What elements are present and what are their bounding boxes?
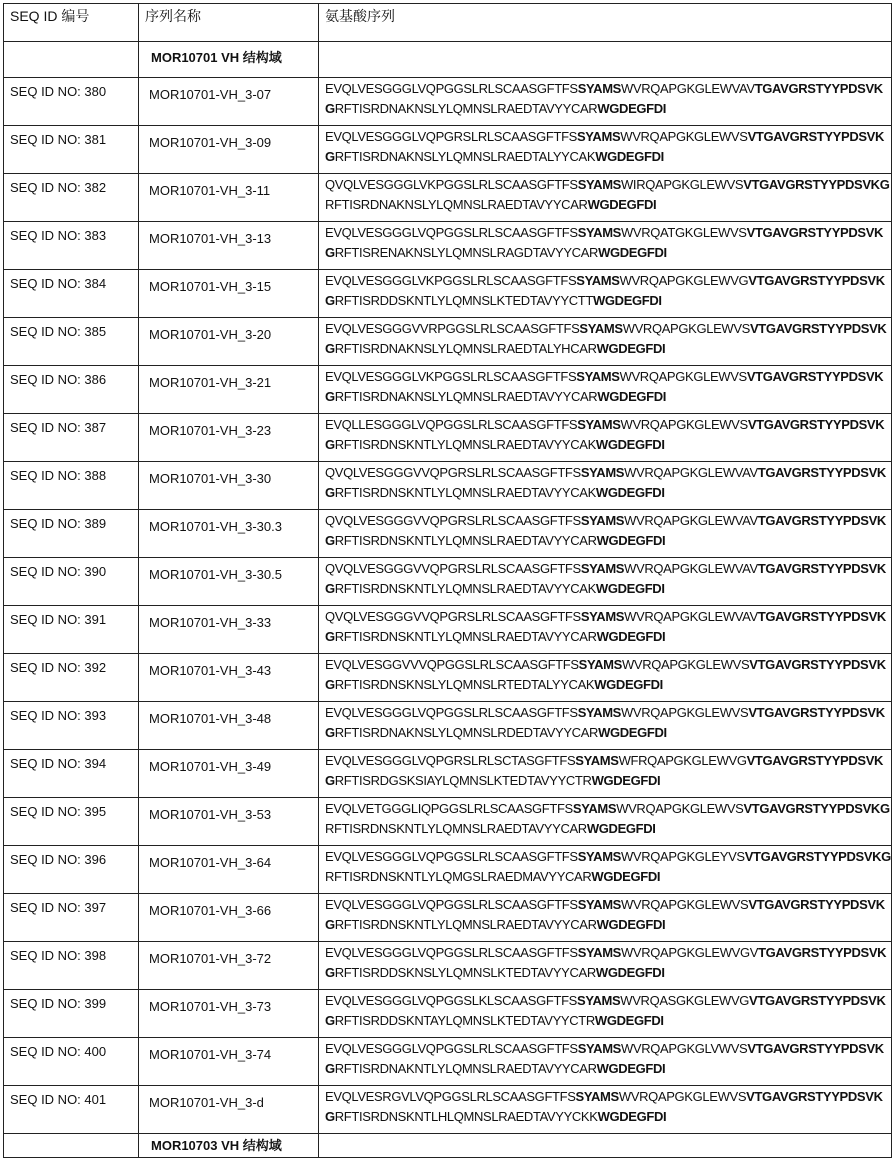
framework-segment: EVQLVESGGGLVQPGGSLRLSCAASGFTFS <box>325 225 578 240</box>
table-row <box>4 942 892 990</box>
cdr-segment: VTGAVGRSTYYPDSVKG <box>325 273 885 308</box>
cdr-segment: SYAMS <box>578 705 621 720</box>
seq-id-cell: SEQ ID NO: 401 <box>4 1086 139 1134</box>
cdr-segment: TGAVGRSTYYPDSVKG <box>325 81 883 116</box>
amino-acid-sequence-cell <box>319 846 892 894</box>
framework-segment: WVRQAPGKGLEWVS <box>621 897 748 912</box>
cdr-segment: WGDEGFDI <box>598 1109 667 1124</box>
amino-acid-sequence-cell <box>319 318 892 366</box>
framework-segment: WVRQAPGKGLEWVS <box>623 321 750 336</box>
cdr-segment: VTGAVGRSTYYPDSVKG <box>325 1041 884 1076</box>
seq-id-cell: SEQ ID NO: 381 <box>4 126 139 174</box>
amino-acid-sequence-cell <box>319 270 892 318</box>
empty-cell <box>319 1134 892 1158</box>
framework-segment: EVQLVESGGGLVQPGGSLRLSCAASGFTFS <box>325 1041 578 1056</box>
framework-segment: WVRQAPGKGLEWVS <box>620 129 747 144</box>
sequence-name-cell: MOR10701-VH_3-21 <box>139 366 319 414</box>
amino-acid-sequence-cell <box>319 1038 892 1086</box>
section-row <box>4 1134 892 1158</box>
framework-segment: EVQLVESGGGLVQPGGSLRLSCAASGFTFS <box>325 705 578 720</box>
cdr-segment: WGDEGFDI <box>598 245 667 260</box>
amino-acid-sequence-cell <box>319 654 892 702</box>
seq-id-cell: SEQ ID NO: 388 <box>4 462 139 510</box>
cdr-segment: SYAMS <box>579 657 622 672</box>
framework-segment: QVQLVESGGGVVQPGRSLRLSCAASGFTFS <box>325 513 581 528</box>
cdr-segment: SYAMS <box>578 849 621 864</box>
amino-acid-sequence-cell <box>319 174 892 222</box>
cdr-segment: SYAMS <box>579 321 622 336</box>
framework-segment: EVQLVESGGGLVQPGGSLRLSCAASGFTFS <box>325 81 578 96</box>
cdr-segment: SYAMS <box>573 801 616 816</box>
framework-segment: WVRQAPGKGLEWVGV <box>621 945 758 960</box>
cdr-segment: WGDEGFDI <box>592 773 661 788</box>
amino-acid-sequence-cell <box>319 78 892 126</box>
cdr-segment: SYAMS <box>576 1089 619 1104</box>
cdr-segment: WGDEGFDI <box>593 293 662 308</box>
seq-id-cell: SEQ ID NO: 400 <box>4 1038 139 1086</box>
cdr-segment: VTGAVGRSTYYPDSVKG <box>743 177 889 192</box>
framework-segment: QVQLVESGGGVVQPGRSLRLSCAASGFTFS <box>325 465 581 480</box>
framework-segment: RFTISRDNAKNTLYLQMNSLRAEDTAVYYCAR <box>335 1061 597 1076</box>
sequence-name-cell: MOR10701-VH_3-20 <box>139 318 319 366</box>
table-row <box>4 1086 892 1134</box>
framework-segment: WVRQATGKGLEWVS <box>621 225 747 240</box>
framework-segment: WVRQAPGKGLEYVS <box>621 849 745 864</box>
amino-acid-sequence-cell <box>319 702 892 750</box>
sequence-name-cell: MOR10701-VH_3-53 <box>139 798 319 846</box>
cdr-segment: SYAMS <box>581 513 624 528</box>
sequence-name-cell: MOR10701-VH_3-15 <box>139 270 319 318</box>
framework-segment: RFTISRDNSKNTLHLQMNSLRAEDTAVYYCKK <box>335 1109 598 1124</box>
sequence-name-cell: MOR10701-VH_3-30.3 <box>139 510 319 558</box>
framework-segment: EVQLVESGGGLVQPGRSLRLSCTASGFTFS <box>325 753 575 768</box>
seq-id-cell: SEQ ID NO: 385 <box>4 318 139 366</box>
table-row <box>4 510 892 558</box>
table-row <box>4 606 892 654</box>
table-row <box>4 750 892 798</box>
table-row <box>4 270 892 318</box>
framework-segment: QVQLVESGGGLVKPGGSLRLSCAASGFTFS <box>325 177 578 192</box>
cdr-segment: SYAMS <box>578 897 621 912</box>
seq-id-cell: SEQ ID NO: 398 <box>4 942 139 990</box>
cdr-segment: WGDEGFDI <box>597 917 666 932</box>
sequence-name-cell: MOR10701-VH_3-13 <box>139 222 319 270</box>
sequence-name-cell: MOR10701-VH_3-49 <box>139 750 319 798</box>
cdr-segment: SYAMS <box>581 465 624 480</box>
cdr-segment: SYAMS <box>578 225 621 240</box>
cdr-segment: WGDEGFDI <box>595 1013 664 1028</box>
cdr-segment: VTGAVGRSTYYPDSVKG <box>325 321 886 356</box>
framework-segment: RFTISRDDSKNTLYLQMNSLKTEDTAVYYCTT <box>335 293 593 308</box>
framework-segment: EVQLVETGGGLIQPGGSLRLSCAASGFTFS <box>325 801 573 816</box>
seq-id-cell: SEQ ID NO: 396 <box>4 846 139 894</box>
framework-segment: RFTISRDNAKNSLYLQMNSLRAEDTALYHCAR <box>335 341 597 356</box>
empty-cell <box>4 1134 139 1158</box>
cdr-segment: VTGAVGRSTYYPDSVKG <box>325 705 885 740</box>
sequence-name-cell: MOR10701-VH_3-30 <box>139 462 319 510</box>
framework-segment: WVRQAPGKGLEWVG <box>620 273 749 288</box>
table-row <box>4 1038 892 1086</box>
cdr-segment: SYAMS <box>577 993 620 1008</box>
header-seq-id: SEQ ID 编号 <box>4 4 139 42</box>
framework-segment: EVQLVESGGGLVQPGGSLRLSCAASGFTFS <box>325 945 578 960</box>
table-row <box>4 126 892 174</box>
framework-segment: EVQLVESRGVLVQPGGSLRLSCAASGFTFS <box>325 1089 576 1104</box>
sequence-name-cell: MOR10701-VH_3-48 <box>139 702 319 750</box>
sequence-name-cell: MOR10701-VH_3-66 <box>139 894 319 942</box>
cdr-segment: VTGAVGRSTYYPDSVKG <box>743 801 889 816</box>
seq-id-cell: SEQ ID NO: 380 <box>4 78 139 126</box>
header-sequence-name: 序列名称 <box>139 4 319 42</box>
seq-id-cell: SEQ ID NO: 392 <box>4 654 139 702</box>
seq-id-cell: SEQ ID NO: 386 <box>4 366 139 414</box>
cdr-segment: VTGAVGRSTYYPDSVKG <box>325 753 883 788</box>
seq-id-cell: SEQ ID NO: 391 <box>4 606 139 654</box>
framework-segment: RFTISRDDSKNSLYLQMNSLKTEDTAVYYCAR <box>335 965 596 980</box>
empty-cell <box>319 42 892 78</box>
seq-id-cell: SEQ ID NO: 387 <box>4 414 139 462</box>
table-row <box>4 846 892 894</box>
framework-segment: WVRQAPGKGLEWVS <box>616 801 743 816</box>
cdr-segment: TGAVGRSTYYPDSVKG <box>325 513 886 548</box>
cdr-segment: SYAMS <box>576 273 619 288</box>
framework-segment: RFTISRDNAKNSLYLQMNSLRAEDTALYYCAK <box>335 149 595 164</box>
framework-segment: RFTISRDGSKSIAYLQMNSLKTEDTAVYYCTR <box>335 773 592 788</box>
seq-id-cell: SEQ ID NO: 399 <box>4 990 139 1038</box>
cdr-segment: TGAVGRSTYYPDSVKG <box>325 609 886 644</box>
amino-acid-sequence-cell <box>319 366 892 414</box>
amino-acid-sequence-cell <box>319 126 892 174</box>
amino-acid-sequence-cell <box>319 558 892 606</box>
framework-segment: WVRQAPGKGLEWVAV <box>624 609 758 624</box>
framework-segment: RFTISRDNSKNTLYLQMNSLRAEDTAVYYCAR <box>325 821 587 836</box>
cdr-segment: WGDEGFDI <box>597 629 666 644</box>
framework-segment: EVQLVESGGGLVKPGGSLRLSCAASGFTFS <box>325 273 576 288</box>
sequence-name-cell: MOR10701-VH_3-43 <box>139 654 319 702</box>
framework-segment: RFTISRENAKNSLYLQMNSLRAGDTAVYYCAR <box>335 245 598 260</box>
cdr-segment: WGDEGFDI <box>596 485 665 500</box>
amino-acid-sequence-cell <box>319 1086 892 1134</box>
table-row <box>4 798 892 846</box>
table-row <box>4 366 892 414</box>
amino-acid-sequence-cell <box>319 798 892 846</box>
table-row <box>4 78 892 126</box>
framework-segment: WVRQAPGKGLEWVAV <box>624 513 758 528</box>
framework-segment: EVQLLESGGGLVQPGGSLRLSCAASGFTFS <box>325 417 577 432</box>
framework-segment: RFTISRDNAKNSLYLQMNSLRAEDTAVYYCAR <box>335 389 598 404</box>
cdr-segment: WGDEGFDI <box>597 533 666 548</box>
cdr-segment: VTGAVGRSTYYPDSVKG <box>325 369 883 404</box>
framework-segment: EVQLVESGGGVVRPGGSLRLSCAASGFTFS <box>325 321 579 336</box>
table-row <box>4 894 892 942</box>
amino-acid-sequence-cell <box>319 414 892 462</box>
framework-segment: RFTISRDNSKNTLYLQMNSLRAEDTAVYYCAR <box>335 533 597 548</box>
framework-segment: WVRQASGKGLEWVG <box>620 993 749 1008</box>
seq-id-cell: SEQ ID NO: 389 <box>4 510 139 558</box>
framework-segment: WVRQAPGKGLVWVS <box>621 1041 747 1056</box>
amino-acid-sequence-cell <box>319 510 892 558</box>
amino-acid-sequence-cell <box>319 750 892 798</box>
cdr-segment: SYAMS <box>578 945 621 960</box>
cdr-segment: TGAVGRSTYYPDSVKG <box>325 945 886 980</box>
cdr-segment: WGDEGFDI <box>587 821 656 836</box>
framework-segment: WVRQAPGKGLEWVAV <box>624 465 758 480</box>
framework-segment: WIRQAPGKGLEWVS <box>621 177 743 192</box>
framework-segment: EVQLVESGGGLVQPGRSLRLSCAASGFTFS <box>325 129 577 144</box>
amino-acid-sequence-cell <box>319 990 892 1038</box>
cdr-segment: SYAMS <box>581 609 624 624</box>
table-row <box>4 318 892 366</box>
sequence-name-cell: MOR10701-VH_3-74 <box>139 1038 319 1086</box>
sequence-name-cell: MOR10701-VH_3-30.5 <box>139 558 319 606</box>
cdr-segment: WGDEGFDI <box>597 341 666 356</box>
sequence-name-cell: MOR10701-VH_3-d <box>139 1086 319 1134</box>
framework-segment: EVQLVESGGGLVKPGGSLRLSCAASGFTFS <box>325 369 576 384</box>
framework-segment: WVRQAPGKGLEWVS <box>622 657 749 672</box>
sequence-name-cell: MOR10701-VH_3-73 <box>139 990 319 1038</box>
amino-acid-sequence-cell <box>319 222 892 270</box>
table-row <box>4 990 892 1038</box>
sequence-name-cell: MOR10701-VH_3-33 <box>139 606 319 654</box>
cdr-segment: VTGAVGRSTYYPDSVKG <box>325 657 886 692</box>
framework-segment: RFTISRDNSKNSLYLQMNSLRTEDTALYYCAK <box>335 677 594 692</box>
seq-id-cell: SEQ ID NO: 390 <box>4 558 139 606</box>
seq-id-cell: SEQ ID NO: 383 <box>4 222 139 270</box>
seq-id-cell: SEQ ID NO: 394 <box>4 750 139 798</box>
sequence-name-cell: MOR10701-VH_3-64 <box>139 846 319 894</box>
table-row <box>4 174 892 222</box>
cdr-segment: VTGAVGRSTYYPDSVKG <box>325 993 886 1028</box>
framework-segment: RFTISRDNSKNTLYLQMNSLRAEDTAVYYCAR <box>335 629 597 644</box>
cdr-segment: VTGAVGRSTYYPDSVKG <box>325 129 884 164</box>
cdr-segment: VTGAVGRSTYYPDSVKG <box>745 849 891 864</box>
framework-segment: WVRQAPGKGLEWVAV <box>624 561 758 576</box>
header-amino-acid-sequence: 氨基酸序列 <box>319 4 892 42</box>
cdr-segment: WGDEGFDI <box>597 101 666 116</box>
cdr-segment: VTGAVGRSTYYPDSVKG <box>325 417 884 452</box>
cdr-segment: WGDEGFDI <box>596 965 665 980</box>
sequence-table <box>3 3 892 1158</box>
cdr-segment: SYAMS <box>575 753 618 768</box>
framework-segment: QVQLVESGGGVVQPGRSLRLSCAASGFTFS <box>325 609 581 624</box>
cdr-segment: SYAMS <box>578 177 621 192</box>
cdr-segment: SYAMS <box>578 1041 621 1056</box>
cdr-segment: SYAMS <box>576 369 619 384</box>
cdr-segment: WGDEGFDI <box>595 149 664 164</box>
table-row <box>4 558 892 606</box>
section-title: MOR10703 VH 结构域 <box>139 1134 319 1158</box>
framework-segment: RFTISRDNSKNTLYLQMNSLRAEDTAVYYCAK <box>335 437 596 452</box>
framework-segment: EVQLVESGGGLVQPGGSLRLSCAASGFTFS <box>325 897 578 912</box>
section-title: MOR10701 VH 结构域 <box>139 42 319 78</box>
cdr-segment: VTGAVGRSTYYPDSVKG <box>325 1089 883 1124</box>
cdr-segment: WGDEGFDI <box>598 725 667 740</box>
table-row <box>4 414 892 462</box>
framework-segment: WFRQAPGKGLEWVG <box>619 753 747 768</box>
cdr-segment: WGDEGFDI <box>594 677 663 692</box>
cdr-segment: WGDEGFDI <box>591 869 660 884</box>
sequence-name-cell: MOR10701-VH_3-07 <box>139 78 319 126</box>
table-row <box>4 702 892 750</box>
framework-segment: EVQLVESGGVVVQPGGSLRLSCAASGFTFS <box>325 657 579 672</box>
framework-segment: RFTISRDNAKNSLYLQMNSLRAEDTAVYYCAR <box>325 197 588 212</box>
seq-id-cell: SEQ ID NO: 397 <box>4 894 139 942</box>
framework-segment: WVRQAPGKGLEWVS <box>621 705 748 720</box>
empty-cell <box>4 42 139 78</box>
seq-id-cell: SEQ ID NO: 382 <box>4 174 139 222</box>
table-row <box>4 654 892 702</box>
sequence-name-cell: MOR10701-VH_3-72 <box>139 942 319 990</box>
cdr-segment: WGDEGFDI <box>597 389 666 404</box>
framework-segment: RFTISRDNSKNTLYLQMNSLRAEDTAVYYCAK <box>335 485 596 500</box>
cdr-segment: TGAVGRSTYYPDSVKG <box>325 561 886 596</box>
sequence-name-cell: MOR10701-VH_3-09 <box>139 126 319 174</box>
framework-segment: RFTISRDDSKNTAYLQMNSLKTEDTAVYYCTR <box>335 1013 595 1028</box>
amino-acid-sequence-cell <box>319 606 892 654</box>
cdr-segment: SYAMS <box>577 417 620 432</box>
framework-segment: EVQLVESGGGLVQPGGSLKLSCAASGFTFS <box>325 993 577 1008</box>
framework-segment: QVQLVESGGGVVQPGRSLRLSCAASGFTFS <box>325 561 581 576</box>
framework-segment: RFTISRDNSKNTLYLQMNSLRAEDTAVYYCAR <box>335 917 597 932</box>
framework-segment: WVRQAPGKGLEWVAV <box>621 81 755 96</box>
sequence-name-cell: MOR10701-VH_3-11 <box>139 174 319 222</box>
cdr-segment: SYAMS <box>581 561 624 576</box>
cdr-segment: SYAMS <box>577 129 620 144</box>
cdr-segment: TGAVGRSTYYPDSVKG <box>325 465 886 500</box>
cdr-segment: WGDEGFDI <box>588 197 657 212</box>
amino-acid-sequence-cell <box>319 462 892 510</box>
framework-segment: RFTISRDNSKNTLYLQMNSLRAEDTAVYYCAK <box>335 581 596 596</box>
cdr-segment: WGDEGFDI <box>596 437 665 452</box>
amino-acid-sequence-cell <box>319 942 892 990</box>
framework-segment: RFTISRDNAKNSLYLQMNSLRDEDTAVYYCAR <box>335 725 598 740</box>
cdr-segment: VTGAVGRSTYYPDSVKG <box>325 897 885 932</box>
framework-segment: WVRQAPGKGLEWVS <box>619 1089 746 1104</box>
cdr-segment: SYAMS <box>578 81 621 96</box>
seq-id-cell: SEQ ID NO: 395 <box>4 798 139 846</box>
cdr-segment: VTGAVGRSTYYPDSVKG <box>325 225 883 260</box>
seq-id-cell: SEQ ID NO: 393 <box>4 702 139 750</box>
cdr-segment: WGDEGFDI <box>596 581 665 596</box>
table-row <box>4 222 892 270</box>
framework-segment: EVQLVESGGGLVQPGGSLRLSCAASGFTFS <box>325 849 578 864</box>
sequence-name-cell: MOR10701-VH_3-23 <box>139 414 319 462</box>
framework-segment: WVRQAPGKGLEWVS <box>620 369 747 384</box>
seq-id-cell: SEQ ID NO: 384 <box>4 270 139 318</box>
section-row <box>4 42 892 78</box>
framework-segment: WVRQAPGKGLEWVS <box>621 417 748 432</box>
header-row <box>4 4 892 42</box>
amino-acid-sequence-cell <box>319 894 892 942</box>
table-row <box>4 462 892 510</box>
framework-segment: RFTISRDNAKNSLYLQMNSLRAEDTAVYYCAR <box>335 101 598 116</box>
cdr-segment: WGDEGFDI <box>597 1061 666 1076</box>
framework-segment: RFTISRDNSKNTLYLQMGSLRAEDMAVYYCAR <box>325 869 591 884</box>
